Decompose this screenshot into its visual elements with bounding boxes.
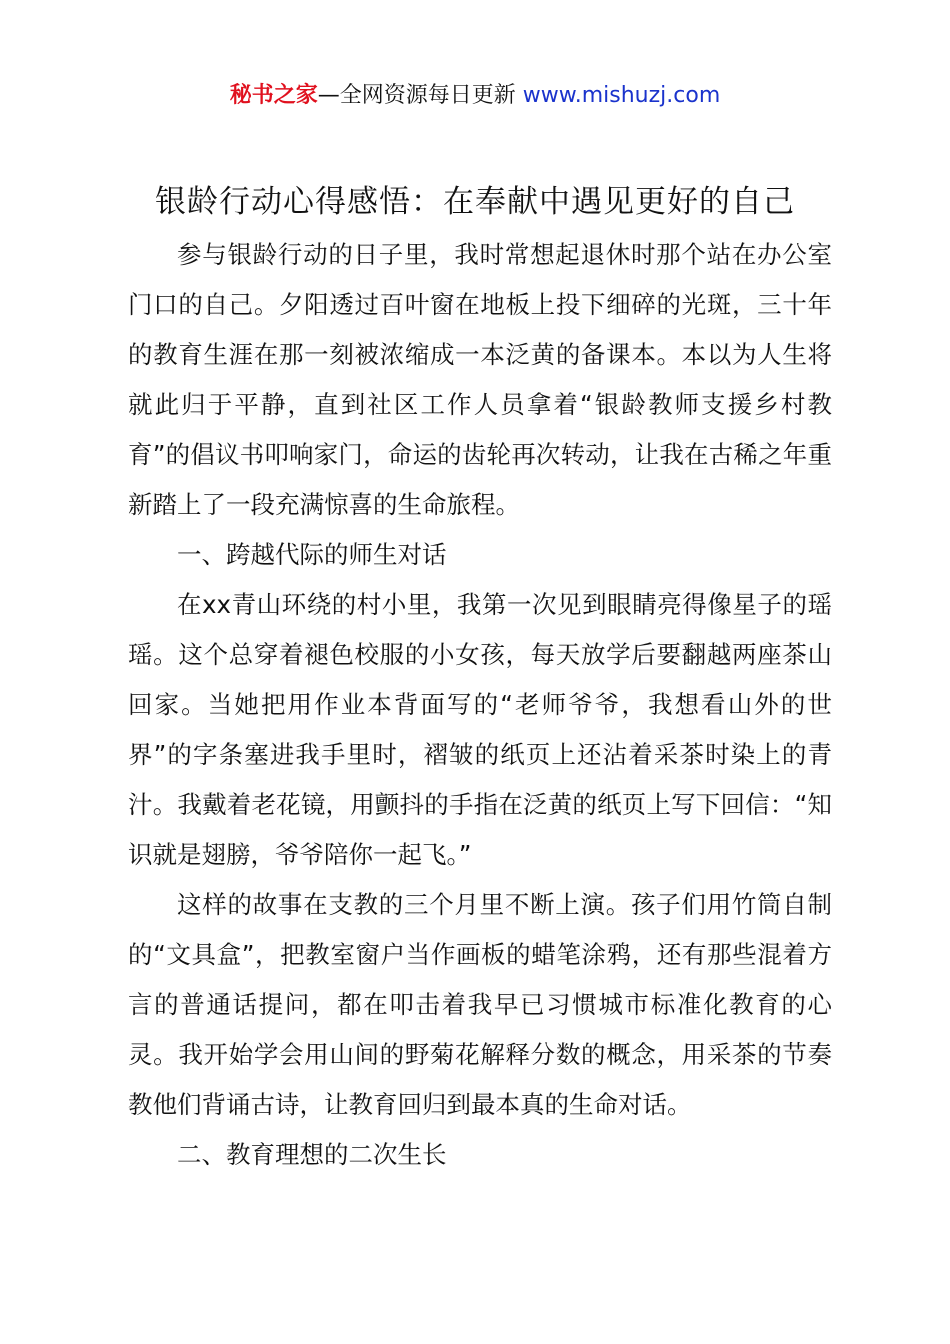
- site-url[interactable]: www.mishuzj.com: [522, 83, 721, 108]
- section-heading-1: 一、跨越代际的师生对话: [177, 540, 447, 569]
- document-body: [128, 230, 832, 1180]
- paragraph-intro: 参与银龄行动的日子里，我时常想起退休时那个站在办公室门口的自己。夕阳透过百叶窗在地板上投下细碎的光斑，三十年的教育生涯在那一刻被浓缩成一本泛黄的备课本。本以为人生将就此归于平静，直到社区工作人员拿着“银龄教师支援乡村教育”的倡议书叩响家门，命运的齿轮再次转动，让我在古稀之年重新踏上了一段充满惊喜的生命旅程。: [128, 240, 832, 519]
- paragraph-reflection: 这样的故事在支教的三个月里不断上演。孩子们用竹筒自制的“文具盒”，把教室窗户当作画板的蜡笔涂鸦，还有那些混着方言的普通话提问，都在叩击着我早已习惯城市标准化教育的心灵。我开始学会用山间的野菊花解释分数的概念，用采茶的节奏教他们背诵古诗，让教育回归到最本真的生命对话。: [128, 890, 832, 1119]
- paragraph-story: 在xx青山环绕的村小里，我第一次见到眼睛亮得像星子的瑶瑶。这个总穿着褪色校服的小女孩，每天放学后要翻越两座茶山回家。当她把用作业本背面写的“老师爷爷，我想看山外的世界”的字条塞进我手里时，褶皱的纸页上还沾着采茶时染上的青汁。我戴着老花镜，用颤抖的手指在泛黄的纸页上写下回信：“知识就是翅膀，爷爷陪你一起飞。”: [128, 590, 832, 869]
- section-heading-2: 二、教育理想的二次生长: [177, 1140, 447, 1169]
- site-tagline: —全网资源每日更新: [317, 83, 523, 108]
- site-header: [0, 80, 950, 112]
- document-title: 银龄行动心得感悟：在奉献中遇见更好的自己: [155, 184, 795, 220]
- site-brand: 秘书之家: [229, 83, 318, 108]
